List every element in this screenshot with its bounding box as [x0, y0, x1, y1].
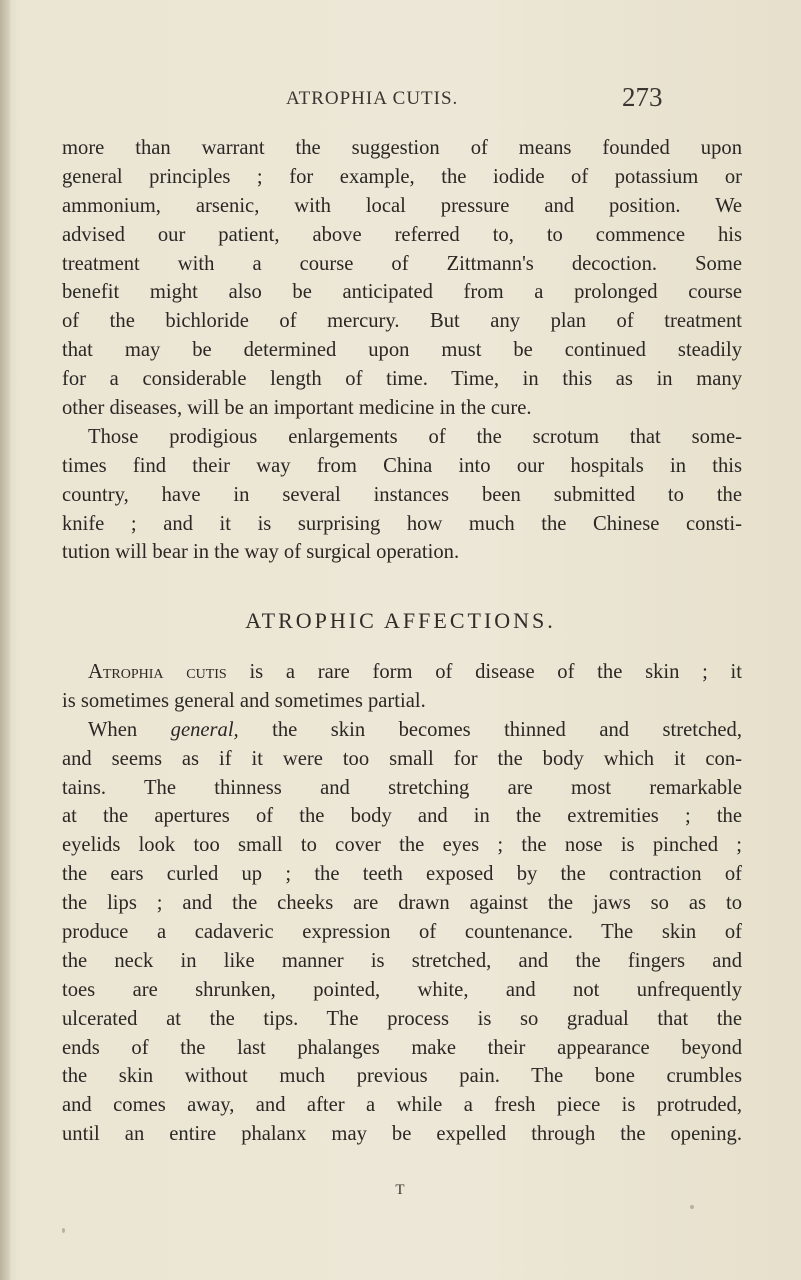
text-line: that may be determined upon must be continued steadily	[62, 339, 742, 362]
text-line: eyelids look too small to cover the eyes ; the nose is pinched ;	[62, 834, 742, 857]
term-atrophia-cutis: Atrophia cutis	[88, 661, 227, 683]
text-line: and comes away, and after a while a fresh piece is protruded,	[62, 1094, 742, 1117]
page-gutter	[0, 0, 10, 1280]
text-line: times find their way from China into our hospitals in this	[62, 454, 742, 477]
text-line: ulcerated at the tips. The process is so gradual that the	[62, 1007, 742, 1030]
text-line: toes are shrunken, pointed, white, and not unfrequently	[62, 978, 742, 1001]
text-run: is a rare form of disease of the skin ; it	[226, 661, 743, 683]
text-line: ends of the last phalanges make their appearance beyond	[62, 1036, 742, 1059]
text-line: treatment with a course of Zittmann's decoction. Some	[62, 252, 742, 275]
text-line	[62, 716, 742, 745]
text-run: When	[88, 718, 171, 741]
text-line: the lips ; and the cheeks are drawn against the jaws so as to	[62, 892, 742, 915]
text-line: produce a cadaveric expression of countenance. The skin of	[62, 921, 742, 944]
text-line: the skin without much previous pain. The bone crumbles	[62, 1065, 742, 1088]
text-line: the ears curled up ; the teeth exposed by the contraction of	[62, 863, 742, 886]
section-heading: ATROPHIC AFFECTIONS.	[245, 608, 556, 633]
text-line: and seems as if it were too small for the body which it con-	[62, 747, 742, 770]
body-text-top	[62, 134, 742, 567]
text-line	[62, 658, 742, 687]
text-line: advised our patient, above referred to, to commence his	[62, 223, 742, 246]
text-line: tains. The thinness and stretching are most remarkable	[62, 776, 742, 799]
text-line: Those prodigious enlargements of the scrotum that some-	[88, 425, 742, 448]
text-line: general principles ; for example, the iodide of potassium or	[62, 165, 742, 188]
paper-speck	[62, 1228, 65, 1233]
text-line: knife ; and it is surprising how much the Chinese consti-	[62, 512, 742, 535]
body-text-bottom	[62, 658, 742, 1149]
text-line: ammonium, arsenic, with local pressure and position. We	[62, 194, 742, 217]
text-line: tution will bear in the way of surgical operation.	[62, 541, 460, 564]
text-line: other diseases, will be an important medicine in the cure.	[62, 397, 532, 420]
text-line: for a considerable length of time. Time, in this as in many	[62, 368, 742, 391]
text-line: the neck in like manner is stretched, and the fingers and	[62, 949, 742, 972]
text-line: of the bichloride of mercury. But any plan of treatment	[62, 310, 742, 333]
paper-speck	[690, 1205, 694, 1209]
text-run: the skin becomes thinned and stretched,	[238, 718, 742, 741]
text-line: more than warrant the suggestion of means founded upon	[62, 137, 742, 159]
text-line: until an entire phalanx may be expelled through the opening.	[62, 1123, 742, 1146]
italic-term: general,	[170, 718, 239, 741]
text-line: country, have in several instances been submitted to the	[62, 483, 742, 506]
page-header	[0, 82, 801, 116]
text-line: benefit might also be anticipated from a prolonged course	[62, 281, 742, 304]
running-head: ATROPHIA CUTIS.	[286, 88, 459, 109]
text-line: at the apertures of the body and in the extremities ; the	[62, 805, 742, 828]
signature-mark: T	[395, 1182, 406, 1198]
text-line: is sometimes general and sometimes partial.	[62, 689, 426, 712]
page-number: 273	[622, 82, 663, 112]
